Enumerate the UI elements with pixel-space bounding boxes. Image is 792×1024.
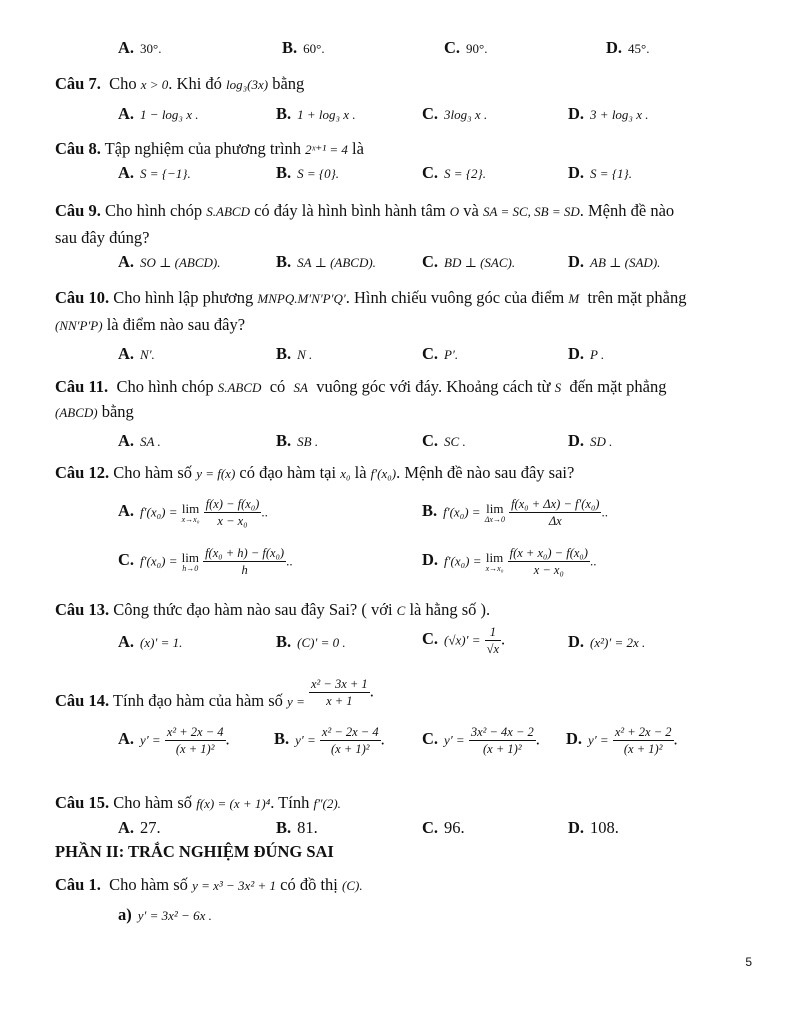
q8-stem: Câu 8. Tập nghiệm của phương trình 2ˣ⁺¹ = 4 là [55, 139, 364, 158]
q11-stem: Câu 11. Cho hình chóp S.ABCD có SA vuông góc với đáy. Khoảng cách từ S đến mặt phẳng [55, 377, 667, 396]
q14-b-fraction: $\frac{\text{x² − 2x − 4}}{\text{(x + 1)²}}$ [321, 725, 379, 756]
q8-option-d: D. S = {1}. [568, 163, 632, 182]
q13-option-c: C. (√x)′ = $\frac{1}{√x}$ . [422, 625, 506, 656]
q6-option-c: C. 90°. [444, 38, 488, 57]
q14-d-fraction: $\frac{\text{x² + 2x − 2}}{\text{(x + 1)²}}$ [614, 725, 672, 756]
q8-option-b: B. S = {0}. [276, 163, 340, 182]
q10-option-d: D. P . [568, 344, 605, 363]
q9-stem-line2: sau đây đúng? [55, 228, 150, 247]
q10-option-b: B. N . [276, 344, 313, 363]
q11-option-b: B. SB . [276, 431, 319, 450]
q6-option-d: D. 45°. [606, 38, 650, 57]
q14-option-d: D. y′ = $\frac{\text{x² + 2x − 2}}{\text{(x + 1)²}}$ . [566, 725, 678, 756]
q12-option-c: C. f′(x₀) = lim h→0 $\frac{\text{f(x₀ + h) − f(x₀)}}{h}$ .. [118, 546, 293, 577]
q7-option-a: A. 1 − log₃ x . [118, 104, 199, 123]
q11-stem-line2: (ABCD) bằng [55, 402, 134, 421]
q15-option-c: C. 96. [422, 818, 465, 837]
q9-option-c: C. BD ⊥ (SAC). [422, 252, 516, 271]
q9-option-a: A. SO ⊥ (ABCD). [118, 252, 221, 271]
q12-options-row2 [0, 541, 792, 585]
q12-option-a: A. f′(x₀) = lim x→x₀ $\frac{\text{f(x) − f(x₀)}}{\text{x − x₀}}$ .. [118, 497, 268, 528]
q10-stem-line2: (NN′P′P) là điểm nào sau đây? [55, 315, 246, 334]
q14-option-b: B. y′ = $\frac{\text{x² − 2x − 4}}{\text{(x + 1)²}}$ . [274, 725, 385, 756]
q13-options [0, 624, 792, 662]
q14-option-a: A. y′ = $\frac{\text{x² + 2x − 4}}{\text{(x + 1)²}}$ . [118, 725, 230, 756]
q8-option-a: A. S = {−1}. [118, 163, 191, 182]
q13-option-d: D. (x²)′ = 2x . [568, 632, 646, 651]
q8-option-c: C. S = {2}. [422, 163, 486, 182]
part2-heading: PHẦN II: TRẮC NGHIỆM ĐÚNG SAI [55, 842, 334, 861]
q9-option-b: B. SA ⊥ (ABCD). [276, 252, 376, 271]
q12-option-b: B. f′(x₀) = lim Δx→0 $\frac{\text{f(x₀ + Δx) − f′(x₀)}}{\Delta x}$ .. [422, 497, 608, 528]
q12-b-limit: lim Δx→0 [484, 500, 505, 524]
q11-option-d: D. SD . [568, 431, 613, 450]
q12-option-d: D. f′(x₀) = lim x→x₀ $\frac{\text{f(x + x₀) − f(x₀)}}{\text{x − x₀}}$ .. [422, 546, 597, 577]
q13-option-a: A. (x)′ = 1. [118, 632, 183, 651]
q13-stem: Câu 13. Công thức đạo hàm nào sau đây Sai? ( với C là hằng số ). [55, 600, 491, 619]
q12-a-fraction: $\frac{\text{f(x) − f(x₀)}}{\text{x − x₀}}$ [205, 497, 260, 528]
q12-b-fraction: $\frac{\text{f(x₀ + Δx) − f′(x₀)}}{\Delta x}$ [511, 497, 600, 528]
q7-option-d: D. 3 + log₃ x . [568, 104, 649, 123]
q15-option-b: B. 81. [276, 818, 318, 837]
q9-option-d: D. AB ⊥ (SAD). [568, 252, 661, 271]
q14-options [0, 724, 792, 768]
q7-option-b: B. 1 + log₃ x . [276, 104, 356, 123]
q15-option-d: D. 108. [568, 818, 619, 837]
q12-c-fraction: $\frac{\text{f(x₀ + h) − f(x₀)}}{h}$ [205, 546, 285, 577]
q12-c-limit: lim h→0 [181, 549, 199, 573]
q12-stem: Câu 12. Cho hàm số y = f(x) có đạo hàm tại x₀ là f′(x₀). Mệnh đề nào sau đây sai? [55, 463, 575, 482]
q14-stem: Câu 14. Tính đạo hàm của hàm số $_{y =}$ $\frac{\text{x² − 3x + 1}}{x + 1}$ . [55, 677, 374, 711]
q7-option-c: C. 3log₃ x . [422, 104, 488, 123]
q6-option-b: B. 60°. [282, 38, 325, 57]
q11-option-a: A. SA . [118, 431, 161, 450]
q12-d-limit: lim x→x₀ [485, 549, 504, 573]
q13-option-b: B. (C)′ = 0 . [276, 632, 346, 651]
q14-function-fraction: $\frac{\text{x² − 3x + 1}}{x + 1}$ [310, 677, 368, 708]
q12-d-fraction: $\frac{\text{f(x + x₀) − f(x₀)}}{\text{x − x₀}}$ [509, 546, 588, 577]
q12-a-limit: lim x→x₀ [181, 500, 200, 524]
q14-option-c: C. y′ = $\frac{\text{3x² − 4x − 2}}{\text{(x + 1)²}}$ . [422, 725, 540, 756]
q9-stem: Câu 9. Cho hình chóp S.ABCD có đáy là hình bình hành tâm O và SA = SC, SB = SD. Mệnh đề nào [55, 201, 675, 220]
q11-option-c: C. SC . [422, 431, 466, 450]
page-number: 5 [745, 955, 752, 969]
q15-option-a: A. 27. [118, 818, 161, 837]
q10-option-a: A. N′. [118, 344, 155, 363]
q12-options-row1 [0, 492, 792, 536]
q15-stem: Câu 15. Cho hàm số f(x) = (x + 1)⁴. Tính f″(2). [55, 793, 341, 812]
q13-c-fraction: $\frac{1}{√x}$ [486, 625, 500, 656]
q6-option-a: A. 30°. [118, 38, 162, 57]
q14-a-fraction: $\frac{\text{x² + 2x − 4}}{\text{(x + 1)²}}$ [166, 725, 224, 756]
q10-option-c: C. P′. [422, 344, 459, 363]
p2-q1-stem: Câu 1. Cho hàm số y = x³ − 3x² + 1 có đồ thị (C). [55, 875, 363, 894]
q7-stem: Câu 7. Cho x > 0. Khi đó log₃(3x) bằng [55, 74, 305, 93]
q14-c-fraction: $\frac{\text{3x² − 4x − 2}}{\text{(x + 1)²}}$ [470, 725, 534, 756]
q10-stem: Câu 10. Cho hình lập phương MNPQ.M′N′P′Q′. Hình chiếu vuông góc của điểm M trên mặt phẳng [55, 288, 687, 307]
